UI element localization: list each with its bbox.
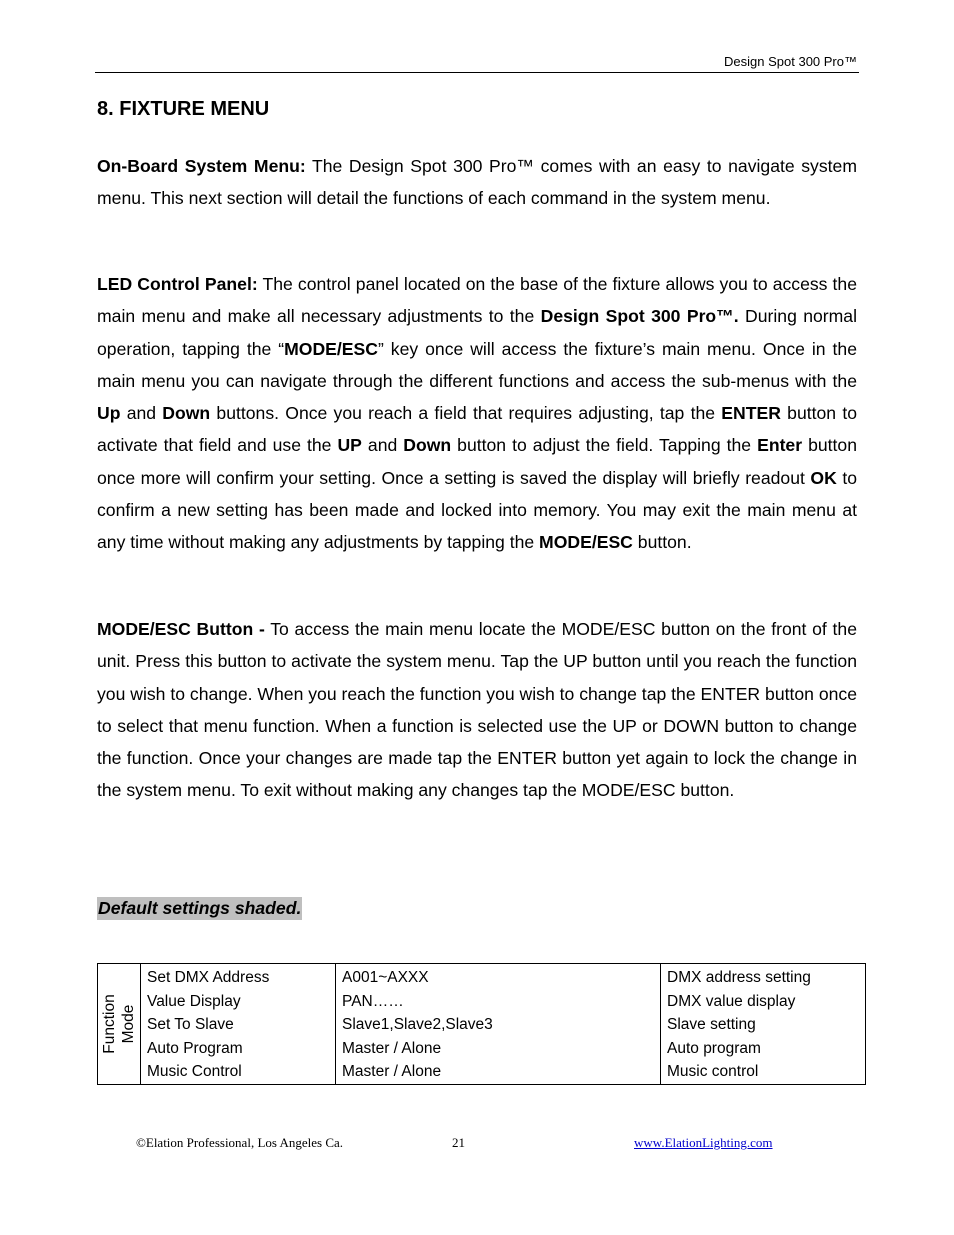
paragraph-emphasis: Enter [757, 435, 803, 456]
paragraph-lead-term: LED Control Panel: [97, 274, 258, 294]
function-value: Slave1,Slave2,Slave3 [342, 1016, 493, 1033]
paragraph-text: button once more will confirm your setting. Once a setting is saved the display will briefly readout [97, 435, 857, 488]
paragraph-lead-term: MODE/ESC Button - [97, 619, 265, 639]
function-description: Slave setting [667, 1016, 756, 1033]
paragraph-emphasis: MODE/ESC [284, 338, 378, 359]
value-column [336, 964, 661, 1085]
paragraph-text: button. [632, 532, 692, 553]
paragraph-text: The control panel located on the base of the fixture allows you to access the main menu and make all necessary adjustments to the [97, 274, 857, 327]
function-column [141, 964, 336, 1085]
footer-page-number: 21 [452, 1135, 465, 1150]
function-name: Music Control [147, 1063, 242, 1080]
group-label-line: Mode [120, 1004, 137, 1044]
paragraph-emphasis: Up [97, 403, 121, 424]
paragraph-emphasis: Down [162, 403, 211, 424]
group-label-cell [98, 964, 141, 1085]
paragraph-text: During normal operation, tapping the “ [97, 306, 858, 359]
paragraph-text: and [361, 435, 404, 456]
function-name: Auto Program [147, 1039, 243, 1057]
function-value: A001~AXXX [342, 969, 429, 986]
paragraph-led-control-panel [97, 268, 857, 559]
footer-copyright: ©Elation Professional, Los Angeles Ca. [136, 1135, 344, 1150]
function-value: PAN…… [342, 992, 404, 1010]
group-label-line: Function [101, 994, 118, 1054]
function-name: Value Display [147, 992, 241, 1010]
section-title: 8. FIXTURE MENU [97, 98, 270, 120]
function-name: Set DMX Address [147, 969, 270, 986]
paragraph-mode-esc-button [97, 613, 857, 807]
paragraph-onboard-system-menu [97, 150, 857, 215]
paragraph-text: ” key once will access the fixture’s main menu. Once in the main menu you can navigate through the different functions and access the sub-menus with the [97, 338, 857, 391]
function-description: DMX address setting [667, 969, 811, 986]
paragraph-emphasis: Down [403, 435, 452, 456]
paragraph-emphasis: UP [337, 435, 362, 456]
function-mode-table [97, 963, 866, 1085]
function-description: Music control [667, 1063, 759, 1080]
paragraph-text: The Design Spot 300 Pro™ comes with an easy to navigate system menu. This next section will detail the functions of each command in the system menu. [97, 156, 857, 209]
paragraph-text: buttons. Once you reach a field that requires adjusting, tap the [210, 403, 722, 424]
default-settings-note: Default settings shaded. [98, 898, 302, 918]
paragraph-emphasis: OK [810, 467, 837, 488]
footer-website-link[interactable]: www.ElationLighting.com [634, 1135, 773, 1150]
function-name: Set To Slave [147, 1016, 234, 1033]
function-description: DMX value display [667, 992, 796, 1010]
paragraph-emphasis: MODE/ESC [539, 532, 633, 553]
description-column [661, 964, 866, 1085]
paragraph-text: button to adjust the field. Tapping the [451, 435, 758, 456]
paragraph-emphasis: ENTER [721, 403, 781, 424]
table-row [98, 964, 866, 1085]
function-description: Auto program [667, 1039, 761, 1057]
paragraph-emphasis: Design Spot 300 Pro™. [540, 306, 739, 327]
paragraph-text: To access the main menu locate the MODE/ESC button on the front of the unit. Press this button to activate the system menu. Tap the UP button until you reach the function you wish to change. When you reach the function you wish to change tap the ENTER button once to select that menu function. When a function is selected use the UP or DOWN button to change the function. Once your changes are made tap the ENTER button yet again to lock the change in the system menu. To exit without making any changes tap the MODE/ESC button. [97, 619, 857, 801]
header-rule [95, 72, 859, 73]
function-value: Master / Alone [342, 1039, 442, 1057]
paragraph-lead-term: On-Board System Menu: [97, 156, 306, 176]
paragraph-text: and [120, 403, 163, 424]
paragraph-text: to confirm a new setting has been made and locked into memory. You may exit the main menu at any time without making any adjustments by tapping the [97, 467, 858, 553]
header-title: Design Spot 300 Pro™ [724, 54, 857, 69]
group-label [100, 994, 138, 1053]
function-value: Master / Alone [342, 1063, 442, 1080]
paragraph-text: button to activate that field and use the [97, 403, 857, 456]
